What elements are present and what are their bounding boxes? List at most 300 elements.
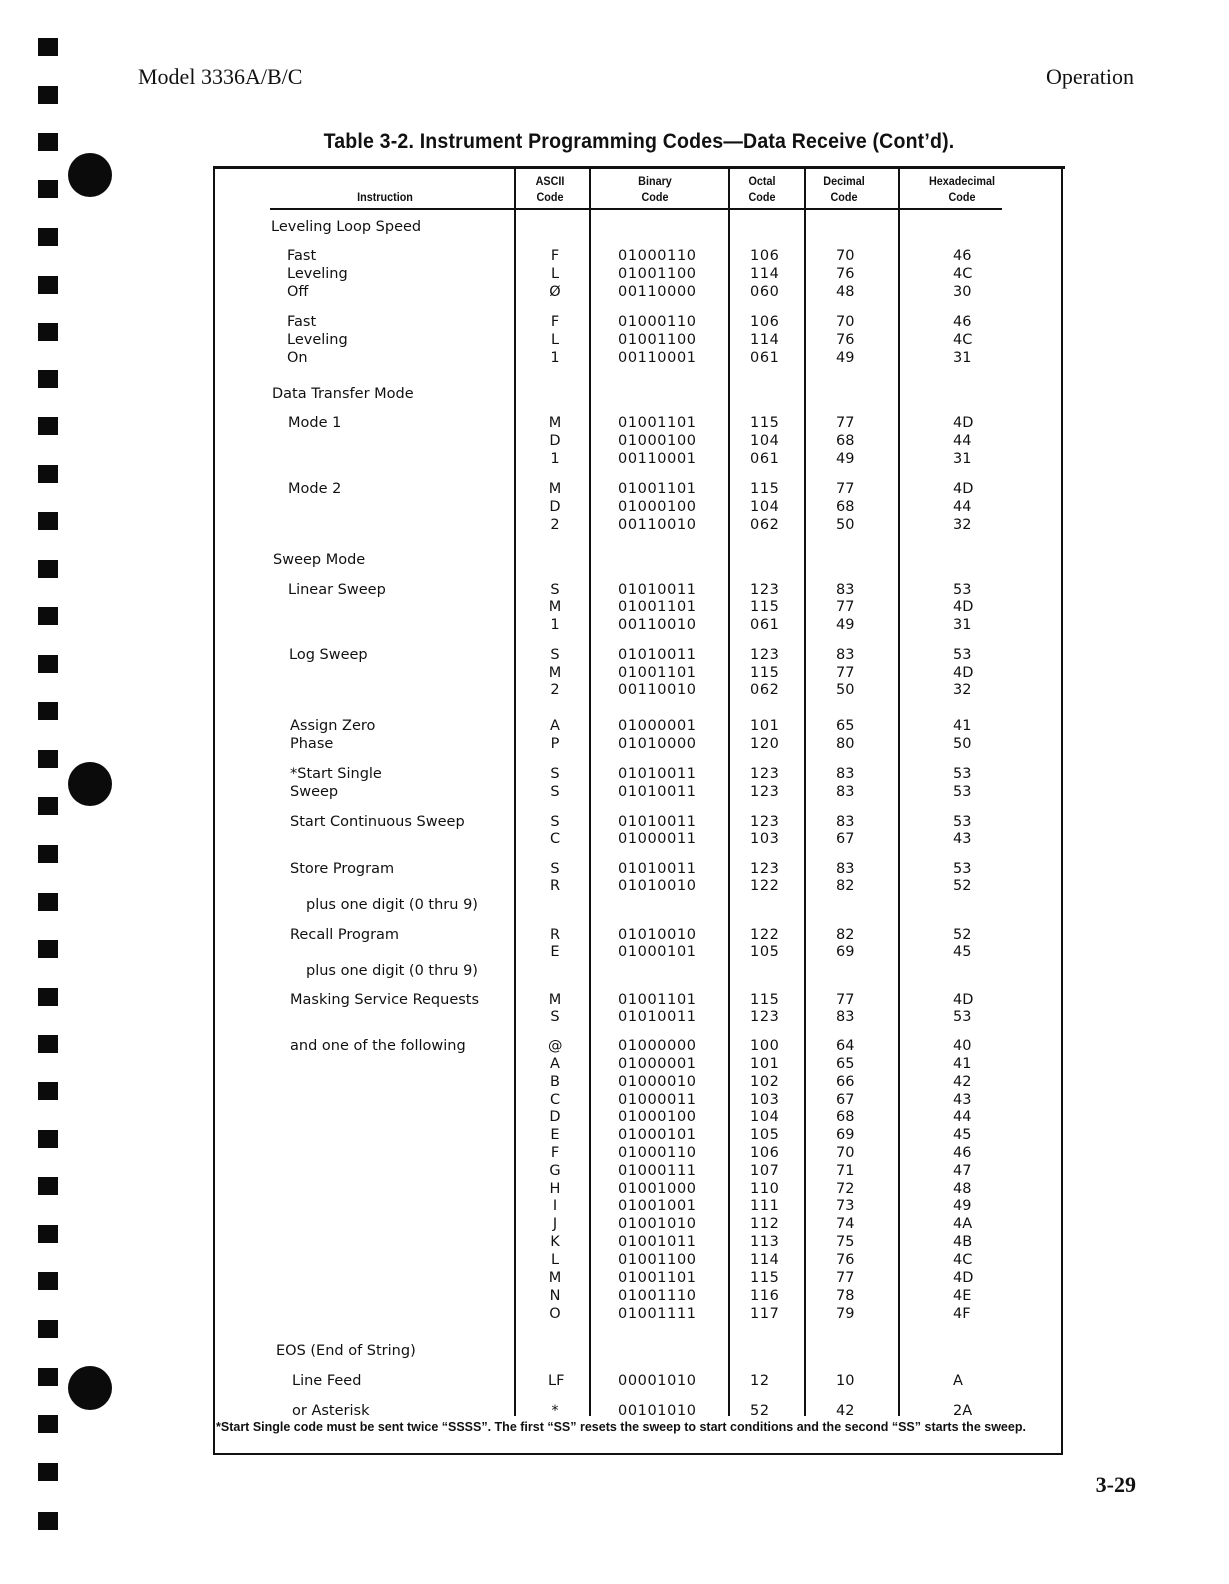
cell-instruction: plus one digit (0 thru 9) <box>306 963 478 979</box>
cell-octal: 122 <box>750 927 780 943</box>
table-row <box>0 926 1229 944</box>
cell-binary: 01001011 <box>618 1234 697 1250</box>
cell-ascii: K <box>550 1234 560 1250</box>
cell-octal: 115 <box>750 1270 780 1286</box>
cell-instruction: Fast <box>287 314 317 330</box>
cell-hex: 43 <box>953 1092 972 1108</box>
cell-binary: 01001101 <box>618 599 697 615</box>
cell-decimal: 83 <box>836 814 855 830</box>
cell-hex: 4C <box>953 1252 973 1268</box>
cell-instruction: EOS (End of String) <box>276 1343 416 1359</box>
cell-instruction: Start Continuous Sweep <box>290 814 465 830</box>
binder-mark <box>38 1512 58 1530</box>
cell-octal: 115 <box>750 599 780 615</box>
table-row <box>0 783 1229 801</box>
cell-octal: 060 <box>750 284 780 300</box>
cell-instruction: Linear Sweep <box>288 582 386 598</box>
table-row <box>0 1108 1229 1126</box>
cell-binary: 01010000 <box>618 736 697 752</box>
table-row <box>0 1342 1229 1360</box>
cell-binary: 00101010 <box>618 1403 697 1419</box>
cell-hex: 4D <box>953 992 974 1008</box>
cell-hex: 45 <box>953 944 972 960</box>
cell-instruction: Phase <box>290 736 334 752</box>
cell-decimal: 75 <box>836 1234 855 1250</box>
cell-decimal: 67 <box>836 1092 855 1108</box>
cell-ascii: L <box>550 1252 560 1268</box>
cell-ascii: L <box>550 332 560 348</box>
cell-octal: 123 <box>750 861 780 877</box>
table-row <box>0 1402 1229 1420</box>
cell-binary: 01000001 <box>618 718 697 734</box>
cell-binary: 01010011 <box>618 1009 697 1025</box>
cell-octal: 123 <box>750 766 780 782</box>
cell-binary: 01001110 <box>618 1288 697 1304</box>
cell-hex: 4B <box>953 1234 973 1250</box>
cell-ascii: S <box>550 784 560 800</box>
cell-decimal: 49 <box>836 451 855 467</box>
table-row <box>0 860 1229 878</box>
col-header-binary <box>624 173 687 205</box>
col-header-decimal-line1: Decimal <box>823 174 865 188</box>
cell-octal: 115 <box>750 481 780 497</box>
cell-ascii: S <box>550 582 560 598</box>
cell-hex: 53 <box>953 766 972 782</box>
col-header-binary-line1: Binary <box>638 174 672 188</box>
cell-octal: 104 <box>750 1109 780 1125</box>
table-top-rule <box>213 166 1065 169</box>
cell-binary: 01000101 <box>618 1127 697 1143</box>
cell-instruction: and one of the following <box>290 1038 466 1054</box>
cell-octal: 120 <box>750 736 780 752</box>
cell-octal: 110 <box>750 1181 780 1197</box>
cell-instruction: Mode 1 <box>288 415 342 431</box>
cell-hex: 41 <box>953 718 972 734</box>
cell-binary: 01001100 <box>618 266 697 282</box>
cell-octal: 115 <box>750 665 780 681</box>
cell-binary: 01001010 <box>618 1216 697 1232</box>
cell-hex: 31 <box>953 451 972 467</box>
cell-hex: 44 <box>953 499 972 515</box>
cell-binary: 01001101 <box>618 481 697 497</box>
table-row <box>0 265 1229 283</box>
cell-octal: 115 <box>750 992 780 1008</box>
cell-binary: 01010011 <box>618 647 697 663</box>
cell-octal: 123 <box>750 784 780 800</box>
table-row <box>0 877 1229 895</box>
cell-octal: 062 <box>750 682 780 698</box>
cell-binary: 00110010 <box>618 682 697 698</box>
cell-decimal: 42 <box>836 1403 855 1419</box>
table-row <box>0 813 1229 831</box>
cell-octal: 101 <box>750 718 780 734</box>
cell-ascii: LF <box>548 1373 565 1389</box>
cell-decimal: 48 <box>836 284 855 300</box>
cell-decimal: 74 <box>836 1216 855 1232</box>
cell-octal: 106 <box>750 1145 780 1161</box>
table-row <box>0 1037 1229 1055</box>
col-header-binary-line2: Code <box>641 190 669 204</box>
cell-binary: 01010011 <box>618 861 697 877</box>
cell-octal: 111 <box>750 1198 780 1214</box>
table-row <box>0 1215 1229 1233</box>
cell-decimal: 69 <box>836 1127 855 1143</box>
table-row <box>0 349 1229 367</box>
cell-ascii: D <box>549 1109 561 1125</box>
table-row <box>0 1055 1229 1073</box>
table-row <box>0 1233 1229 1251</box>
cell-ascii: 1 <box>550 350 560 366</box>
cell-decimal: 83 <box>836 582 855 598</box>
cell-decimal: 77 <box>836 992 855 1008</box>
table-row <box>0 616 1229 634</box>
cell-octal: 104 <box>750 499 780 515</box>
cell-binary: 01001101 <box>618 665 697 681</box>
table-row <box>0 1126 1229 1144</box>
table-row <box>0 962 1229 980</box>
cell-binary: 01010011 <box>618 784 697 800</box>
table-row <box>0 516 1229 534</box>
cell-instruction: On <box>287 350 308 366</box>
cell-hex: 49 <box>953 1198 972 1214</box>
cell-hex: 31 <box>953 350 972 366</box>
cell-ascii: M <box>548 481 562 497</box>
binder-mark <box>38 1463 58 1481</box>
cell-ascii: A <box>550 1056 560 1072</box>
cell-ascii: M <box>548 992 562 1008</box>
cell-octal: 107 <box>750 1163 780 1179</box>
cell-decimal: 49 <box>836 617 855 633</box>
cell-decimal: 77 <box>836 481 855 497</box>
cell-octal: 52 <box>750 1403 770 1419</box>
cell-ascii: F <box>550 314 560 330</box>
cell-instruction: Mode 2 <box>288 481 342 497</box>
cell-decimal: 70 <box>836 314 855 330</box>
cell-instruction: Leveling Loop Speed <box>271 219 422 235</box>
table-row <box>0 1008 1229 1026</box>
table-footnote: *Start Single code must be sent twice “SSSS”. The first “SS” resets the sweep to start conditions and the second “SS” starts the sweep. <box>216 1420 1026 1434</box>
table-row <box>0 414 1229 432</box>
cell-binary: 01000110 <box>618 314 697 330</box>
cell-octal: 115 <box>750 415 780 431</box>
cell-binary: 00110001 <box>618 350 697 366</box>
cell-instruction: *Start Single <box>290 766 382 782</box>
cell-ascii: J <box>552 1216 558 1232</box>
cell-ascii: 1 <box>550 617 560 633</box>
cell-hex: 4D <box>953 415 974 431</box>
cell-octal: 122 <box>750 878 780 894</box>
table-row <box>0 1372 1229 1390</box>
cell-ascii: S <box>550 1009 560 1025</box>
table-row <box>0 1091 1229 1109</box>
header-rule <box>270 208 1002 210</box>
table-row <box>0 313 1229 331</box>
cell-hex: 53 <box>953 814 972 830</box>
cell-octal: 12 <box>750 1373 770 1389</box>
cell-octal: 103 <box>750 1092 780 1108</box>
cell-ascii: L <box>550 266 560 282</box>
cell-instruction: Recall Program <box>290 927 400 943</box>
col-header-octal-line2: Code <box>748 190 776 204</box>
col-header-octal <box>737 173 787 205</box>
cell-octal: 116 <box>750 1288 780 1304</box>
table-row <box>0 218 1229 236</box>
cell-binary: 01001100 <box>618 332 697 348</box>
table-row <box>0 331 1229 349</box>
cell-instruction: Line Feed <box>292 1373 362 1389</box>
cell-decimal: 67 <box>836 831 855 847</box>
cell-ascii: A <box>550 718 560 734</box>
table-row <box>0 646 1229 664</box>
cell-binary: 01000100 <box>618 499 697 515</box>
cell-ascii: D <box>549 433 561 449</box>
table-row <box>0 664 1229 682</box>
cell-decimal: 49 <box>836 350 855 366</box>
cell-hex: 53 <box>953 647 972 663</box>
cell-decimal: 77 <box>836 1270 855 1286</box>
table-row <box>0 1144 1229 1162</box>
binder-mark <box>38 180 58 198</box>
cell-ascii: * <box>551 1403 559 1419</box>
table-row <box>0 765 1229 783</box>
cell-hex: 48 <box>953 1181 972 1197</box>
table-title: Table 3-2. Instrument Programming Codes—Data Receive (Cont’d). <box>323 130 955 153</box>
cell-ascii: R <box>549 878 561 894</box>
cell-binary: 00001010 <box>618 1373 697 1389</box>
cell-hex: 45 <box>953 1127 972 1143</box>
cell-hex: 4D <box>953 481 974 497</box>
cell-ascii: M <box>548 415 562 431</box>
cell-hex: 4D <box>953 665 974 681</box>
cell-decimal: 68 <box>836 1109 855 1125</box>
table-row <box>0 991 1229 1009</box>
cell-hex: 44 <box>953 433 972 449</box>
cell-decimal: 83 <box>836 784 855 800</box>
cell-decimal: 82 <box>836 878 855 894</box>
cell-octal: 100 <box>750 1038 780 1054</box>
cell-decimal: 83 <box>836 861 855 877</box>
cell-octal: 114 <box>750 266 780 282</box>
col-header-octal-line1: Octal <box>748 174 776 188</box>
cell-binary: 01000000 <box>618 1038 697 1054</box>
cell-ascii: M <box>548 1270 562 1286</box>
cell-decimal: 80 <box>836 736 855 752</box>
col-header-instruction-text: Instruction <box>357 190 413 204</box>
cell-ascii: E <box>550 1127 560 1143</box>
cell-octal: 061 <box>750 451 780 467</box>
table-row <box>0 681 1229 699</box>
cell-instruction: Fast <box>287 248 317 264</box>
cell-decimal: 82 <box>836 927 855 943</box>
cell-hex: 31 <box>953 617 972 633</box>
cell-decimal: 77 <box>836 599 855 615</box>
cell-ascii: G <box>549 1163 561 1179</box>
cell-binary: 01000010 <box>618 1074 697 1090</box>
cell-ascii: @ <box>548 1038 563 1054</box>
cell-octal: 113 <box>750 1234 780 1250</box>
cell-ascii: S <box>550 814 560 830</box>
cell-decimal: 66 <box>836 1074 855 1090</box>
cell-binary: 01010011 <box>618 582 697 598</box>
cell-decimal: 77 <box>836 665 855 681</box>
col-header-decimal <box>815 173 873 205</box>
cell-decimal: 68 <box>836 433 855 449</box>
binder-mark <box>38 38 58 56</box>
cell-octal: 112 <box>750 1216 780 1232</box>
cell-binary: 01000100 <box>618 433 697 449</box>
cell-decimal: 72 <box>836 1181 855 1197</box>
cell-octal: 106 <box>750 248 780 264</box>
cell-binary: 01001001 <box>618 1198 697 1214</box>
cell-instruction: Off <box>287 284 309 300</box>
cell-ascii: D <box>549 499 561 515</box>
cell-instruction: or Asterisk <box>292 1403 370 1419</box>
cell-decimal: 68 <box>836 499 855 515</box>
cell-ascii: B <box>550 1074 560 1090</box>
cell-decimal: 65 <box>836 718 855 734</box>
table-row <box>0 1162 1229 1180</box>
cell-instruction: Leveling <box>287 266 348 282</box>
col-header-hex-line2: Code <box>948 190 976 204</box>
cell-octal: 105 <box>750 944 780 960</box>
cell-octal: 103 <box>750 831 780 847</box>
cell-instruction: Assign Zero <box>290 718 376 734</box>
cell-hex: 41 <box>953 1056 972 1072</box>
table-row <box>0 830 1229 848</box>
cell-hex: 40 <box>953 1038 972 1054</box>
cell-ascii: F <box>550 248 560 264</box>
cell-instruction: Sweep Mode <box>273 552 366 568</box>
cell-ascii: M <box>548 599 562 615</box>
cell-decimal: 70 <box>836 248 855 264</box>
cell-hex: 32 <box>953 682 972 698</box>
cell-binary: 01010010 <box>618 927 697 943</box>
cell-decimal: 65 <box>836 1056 855 1072</box>
cell-hex: 4E <box>953 1288 972 1304</box>
cell-octal: 101 <box>750 1056 780 1072</box>
cell-octal: 117 <box>750 1306 780 1322</box>
cell-ascii: P <box>550 736 560 752</box>
cell-hex: 46 <box>953 248 972 264</box>
cell-decimal: 83 <box>836 766 855 782</box>
cell-octal: 102 <box>750 1074 780 1090</box>
cell-binary: 01001101 <box>618 1270 697 1286</box>
cell-hex: 43 <box>953 831 972 847</box>
cell-instruction: plus one digit (0 thru 9) <box>306 897 478 913</box>
cell-ascii: E <box>550 944 560 960</box>
cell-hex: 4C <box>953 266 973 282</box>
cell-hex: 4A <box>953 1216 973 1232</box>
cell-decimal: 77 <box>836 415 855 431</box>
col-header-instruction <box>336 189 435 205</box>
cell-decimal: 10 <box>836 1373 855 1389</box>
cell-decimal: 71 <box>836 1163 855 1179</box>
cell-decimal: 83 <box>836 1009 855 1025</box>
table-row <box>0 432 1229 450</box>
table-row <box>0 1180 1229 1198</box>
cell-decimal: 79 <box>836 1306 855 1322</box>
binder-mark <box>38 86 58 104</box>
cell-ascii: R <box>549 927 561 943</box>
cell-binary: 01000101 <box>618 944 697 960</box>
cell-binary: 01000110 <box>618 248 697 264</box>
cell-instruction: Sweep <box>290 784 339 800</box>
cell-hex: 32 <box>953 517 972 533</box>
table-row <box>0 735 1229 753</box>
cell-binary: 01000001 <box>618 1056 697 1072</box>
cell-octal: 123 <box>750 647 780 663</box>
cell-hex: 52 <box>953 878 972 894</box>
col-header-hex <box>917 173 1007 205</box>
cell-decimal: 73 <box>836 1198 855 1214</box>
cell-ascii: S <box>550 647 560 663</box>
cell-ascii: 2 <box>550 682 560 698</box>
cell-decimal: 70 <box>836 1145 855 1161</box>
cell-octal: 123 <box>750 814 780 830</box>
cell-binary: 00110010 <box>618 617 697 633</box>
cell-ascii: H <box>549 1181 561 1197</box>
table-row <box>0 480 1229 498</box>
cell-octal: 106 <box>750 314 780 330</box>
cell-decimal: 50 <box>836 682 855 698</box>
table-row <box>0 943 1229 961</box>
cell-instruction: Data Transfer Mode <box>272 386 414 402</box>
table-row <box>0 581 1229 599</box>
table-row <box>0 1287 1229 1305</box>
cell-octal: 062 <box>750 517 780 533</box>
cell-hex: 53 <box>953 861 972 877</box>
cell-binary: 01010011 <box>618 814 697 830</box>
punch-hole <box>68 1366 112 1410</box>
cell-decimal: 50 <box>836 517 855 533</box>
cell-hex: 42 <box>953 1074 972 1090</box>
cell-hex: 4F <box>953 1306 971 1322</box>
cell-ascii: 2 <box>550 517 560 533</box>
table-row <box>0 1197 1229 1215</box>
table-row <box>0 498 1229 516</box>
cell-decimal: 76 <box>836 332 855 348</box>
cell-hex: 30 <box>953 284 972 300</box>
table-row <box>0 896 1229 914</box>
cell-hex: 52 <box>953 927 972 943</box>
cell-octal: 105 <box>750 1127 780 1143</box>
model-header: Model 3336A/B/C <box>138 64 303 89</box>
cell-binary: 01000011 <box>618 1092 697 1108</box>
cell-binary: 01001101 <box>618 992 697 1008</box>
cell-binary: 01000110 <box>618 1145 697 1161</box>
cell-ascii: C <box>549 831 561 847</box>
table-row <box>0 385 1229 403</box>
table-row <box>0 247 1229 265</box>
col-header-decimal-line2: Code <box>830 190 858 204</box>
cell-octal: 061 <box>750 617 780 633</box>
col-header-ascii-line2: Code <box>536 190 564 204</box>
table-row <box>0 1251 1229 1269</box>
cell-instruction: Leveling <box>287 332 348 348</box>
cell-octal: 123 <box>750 582 780 598</box>
cell-decimal: 83 <box>836 647 855 663</box>
punch-hole <box>68 153 112 197</box>
cell-ascii: S <box>550 861 560 877</box>
table-row <box>0 1269 1229 1287</box>
table-row <box>0 1073 1229 1091</box>
cell-binary: 00110000 <box>618 284 697 300</box>
cell-binary: 00110010 <box>618 517 697 533</box>
cell-hex: A <box>953 1373 963 1389</box>
cell-hex: 4D <box>953 599 974 615</box>
cell-octal: 114 <box>750 1252 780 1268</box>
table-row <box>0 1305 1229 1323</box>
